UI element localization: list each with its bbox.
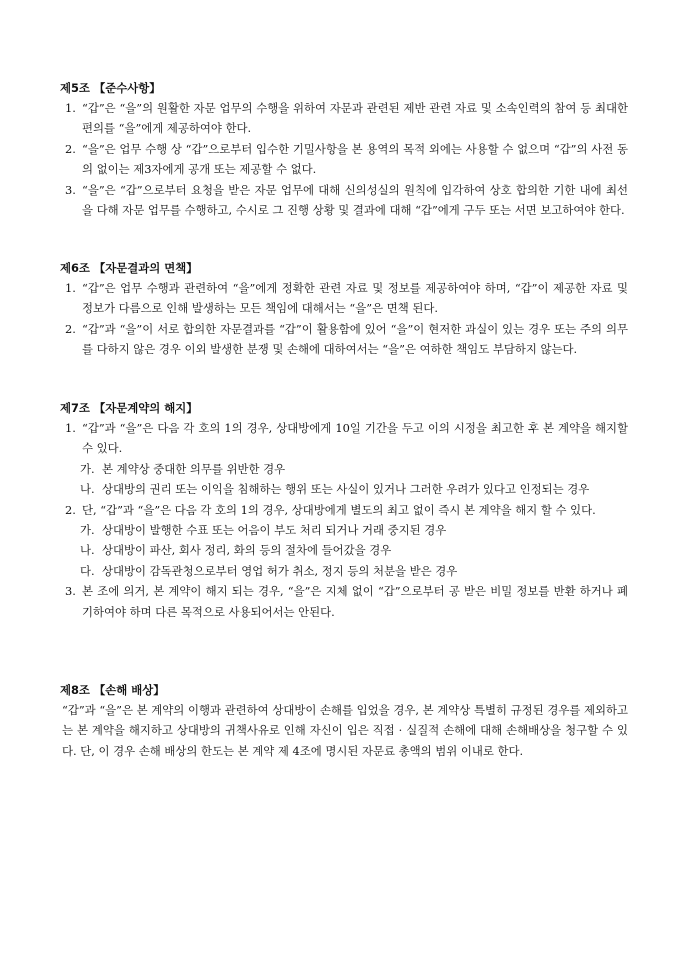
article-heading: 제8조 【손해 배상】 bbox=[60, 683, 165, 697]
sub-clause-mark: 나. bbox=[80, 482, 95, 497]
clause-number: 1. bbox=[65, 421, 76, 435]
article-heading: 제6조 【자문결과의 면책】 bbox=[60, 261, 198, 275]
sub-clause bbox=[60, 459, 628, 479]
clause-text: “갑”은 “을”의 원활한 자문 업무의 수행을 위하여 자문과 관련된 제반 관련 자료 및 소속인력의 참여 등 최대한 편의를 “을”에게 제공하여야 한다. bbox=[82, 101, 628, 136]
clause-number: 2. bbox=[65, 502, 76, 517]
clause-text: “갑”은 업무 수행과 관련하여 “을”에게 정확한 관련 자료 및 정보를 제공하여야 하며, “갑”이 제공한 자료 및 정보가 다름으로 인해 발생하는 모든 책임에 대해서는 “을”은 면책 된다. bbox=[82, 281, 628, 316]
clause bbox=[60, 180, 628, 221]
clause-text: “갑”과 “을”이 서로 합의한 자문결과를 “갑”이 활용함에 있어 “을”이 현저한 과실이 있는 경우 또는 주의 의무를 다하지 않은 경우 이외 발생한 분쟁 및 손해에 대하여서는 “을”은 여하한 책임도 부담하지 않는다. bbox=[82, 321, 628, 357]
sub-clause-mark: 가. bbox=[80, 523, 95, 538]
sub-clause-mark: 나. bbox=[80, 543, 95, 558]
clause-number: 1. bbox=[65, 101, 76, 115]
clause-number: 1. bbox=[65, 281, 76, 295]
sub-clause-text: 상대방이 감독관청으로부터 영업 허가 취소, 정지 등의 처분을 받은 경우 bbox=[102, 563, 458, 578]
sub-clause-mark: 가. bbox=[80, 461, 95, 476]
clause bbox=[60, 139, 628, 180]
sub-clause-text: 본 계약상 중대한 의무를 위반한 경우 bbox=[102, 461, 286, 476]
clause-text: “을”은 “갑”으로부터 요청을 받은 자문 업무에 대해 신의성실의 원칙에 입각하여 상호 합의한 기한 내에 최선을 다해 자문 업무를 수행하고, 수시로 그 진행 상황 및 결과에 대해 “갑”에게 구두 또는 서면 보고하여야 한다. bbox=[82, 182, 628, 218]
clause bbox=[60, 278, 628, 319]
article-6 bbox=[60, 258, 628, 360]
article-heading: 제7조 【자문계약의 해지】 bbox=[60, 401, 198, 415]
article-paragraph: “갑”과 “을”은 본 계약의 이행과 관련하여 상대방이 손해를 입었을 경우, 본 계약상 특별히 규정된 경우를 제외하고는 본 계약을 해지하고 상대방의 귀책사유로 인해 자신이 입은 직접 · 실질적 손해에 대해 손해배상을 청구할 수 있다. 단, 이 경우 손해 배상의 한도는 본 계약 제 4조에 명시된 자문료 총액의 범위 이내로 한다. bbox=[62, 703, 628, 758]
sub-clause bbox=[60, 479, 628, 499]
sub-clause-mark: 다. bbox=[80, 563, 95, 578]
clause-text: “갑”과 “을”은 다음 각 호의 1의 경우, 상대방에게 10일 기간을 두고 이의 시정을 최고한 후 본 계약을 해지할 수 있다. bbox=[82, 421, 628, 456]
clause bbox=[60, 500, 628, 520]
clause bbox=[60, 319, 628, 360]
clause-number: 2. bbox=[65, 141, 76, 156]
sub-clause bbox=[60, 540, 628, 560]
clause-number: 3. bbox=[65, 584, 76, 599]
clause-number: 3. bbox=[65, 182, 76, 197]
clause-text: 본 조에 의거, 본 계약이 해지 되는 경우, “을”은 지체 없이 “갑”으로부터 공 받은 비밀 정보를 반환 하거나 폐기하여야 하며 다른 목적으로 사용되어서는 안된다. bbox=[82, 584, 628, 619]
article-5 bbox=[60, 78, 628, 220]
article-8 bbox=[60, 680, 628, 761]
article-7 bbox=[60, 398, 628, 622]
clause bbox=[60, 581, 628, 622]
clause-number: 2. bbox=[65, 321, 76, 336]
clause bbox=[60, 418, 628, 459]
clause-text: “을”은 업무 수행 상 “갑”으로부터 입수한 기밀사항을 본 용역의 목적 외에는 사용할 수 없으며 “갑”의 사전 동의 없이는 제3자에게 공개 또는 제공할 수 없다. bbox=[82, 141, 628, 177]
clause-text: 단, “갑”과 “을”은 다음 각 호의 1의 경우, 상대방에게 별도의 최고 없이 즉시 본 계약을 해지 할 수 있다. bbox=[82, 502, 596, 517]
clause bbox=[60, 98, 628, 139]
article-heading: 제5조 【준수사항】 bbox=[60, 81, 161, 95]
sub-clause-text: 상대방이 발행한 수표 또는 어음이 부도 처리 되거나 거래 중지된 경우 bbox=[102, 523, 447, 538]
sub-clause-text: 상대방이 파산, 회사 정리, 화의 등의 절차에 들어갔을 경우 bbox=[102, 543, 392, 558]
sub-clause-text: 상대방의 권리 또는 이익을 침해하는 행위 또는 사실이 있거나 그러한 우려가 있다고 인정되는 경우 bbox=[102, 482, 590, 497]
sub-clause bbox=[60, 520, 628, 540]
sub-clause bbox=[60, 561, 628, 581]
